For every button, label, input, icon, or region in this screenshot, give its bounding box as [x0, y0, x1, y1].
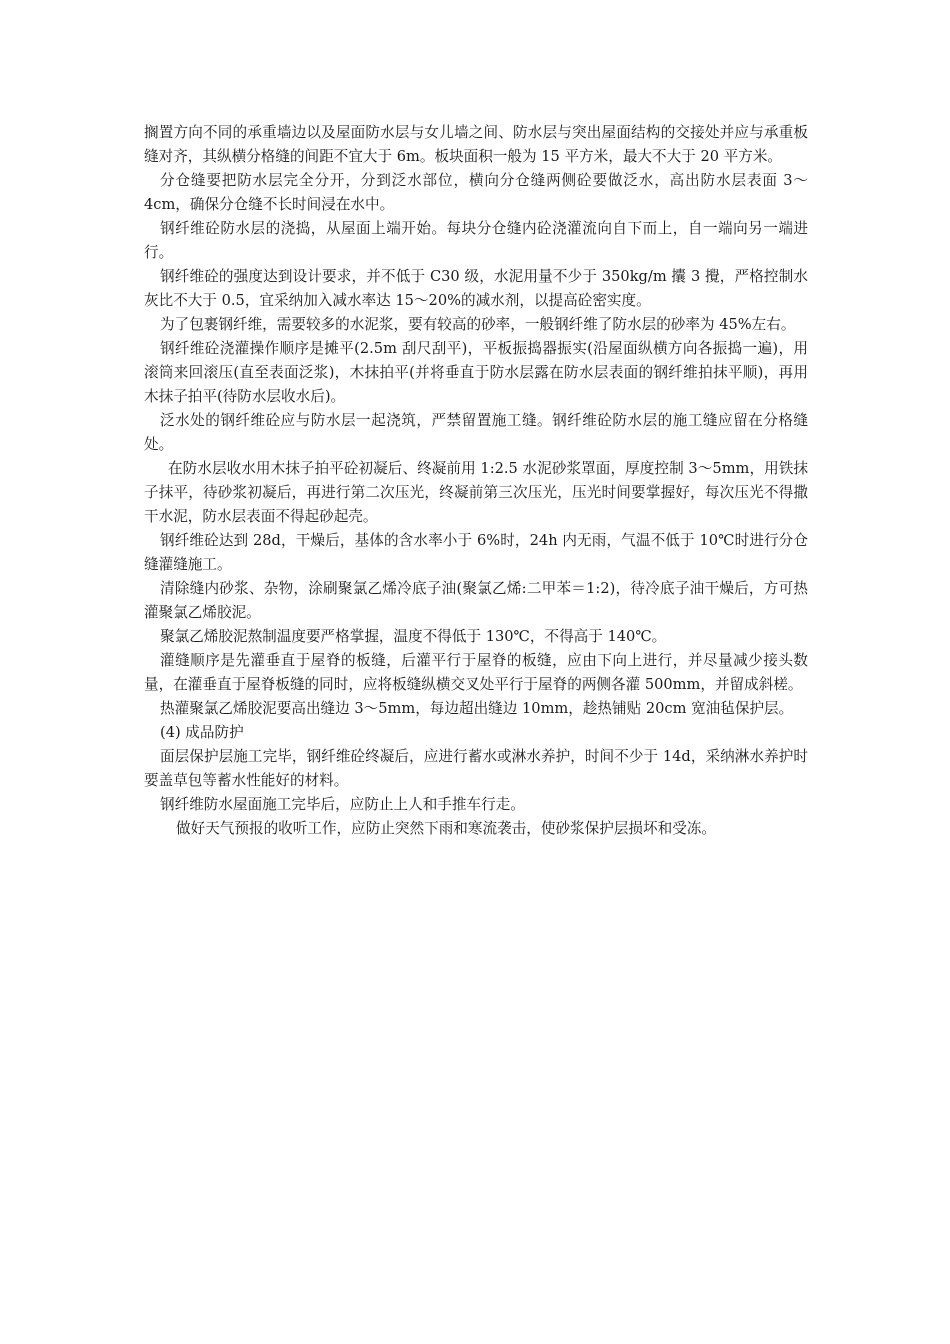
paragraph-mortar-surface: 在防水层收水用木抹子拍平砼初凝后、终凝前用 1:2.5 水泥砂浆罩面，厚度控制 3～5mm，用铁抹子抹平，待砂浆初凝后，再进行第二次压光，终凝前第三次压光，压光时间要掌握好，每次压光不得撒干水泥，防水层表面不得起砂起壳。 [144, 460, 808, 525]
paragraph-flashing-pour: 泛水处的钢纤维砼应与防水层一起浇筑，严禁留置施工缝。钢纤维砼防水层的施工缝应留在分格缝处。 [144, 412, 808, 453]
paragraph-partition-joint-spacing: 搁置方向不同的承重墙边以及屋面防水层与女儿墙之间、防水层与突出屋面结构的交接处并应与承重板缝对齐，其纵横分格缝的间距不宜大于 6m。板块面积一般为 15 平方米，最大不大于 20 平方米。 [144, 124, 808, 165]
paragraph-concrete-strength: 钢纤维砼的强度达到设计要求，并不低于 C30 级，水泥用量不少于 350kg/m 攮 3 攪，严格控制水灰比不大于 0.5，宜采纳加入减水率达 15～20%的减水剂，以提高砼密实度。 [144, 268, 808, 309]
paragraph-weather-forecast: 做好天气预报的收听工作，应防止突然下雨和寒流袭击，使砂浆保护层损坏和受冻。 [176, 820, 716, 837]
paragraph-pouring-sequence: 钢纤维砼浇灌操作顺序是摊平(2.5m 刮尺刮平)，平板振捣器振实(沿屋面纵横方向各振捣一遍)，用滚筒来回滚压(直至表面泛浆)，木抹拍平(并将垂直于防水层露在防水层表面的钢纤维拍抹平顺)，再用木抹子拍平(待防水层收水后)。 [144, 340, 808, 405]
paragraph-sand-ratio: 为了包裹钢纤维，需要较多的水泥浆，要有较高的砂率，一般钢纤维了防水层的砂率为 45%左右。 [160, 316, 796, 333]
paragraph-partition-joint-separation: 分仓缝要把防水层完全分开，分到泛水部位，横向分仓缝两侧砼要做泛水，高出防水层表面 3～4cm，确保分仓缝不长时间浸在水中。 [144, 172, 808, 213]
paragraph-hot-fill-height: 热灌聚氯乙烯胶泥要高出缝边 3～5mm，每边超出缝边 10mm，趁热铺贴 20cm 宽油毡保护层。 [160, 700, 794, 717]
paragraph-heating-temperature: 聚氯乙烯胶泥熬制温度要严格掌握，温度不得低于 130℃，不得高于 140℃。 [160, 628, 667, 645]
paragraph-filling-order: 灌缝顺序是先灌垂直于屋脊的板缝，后灌平行于屋脊的板缝，应由下向上进行，并尽量减少接头数量，在灌垂直于屋脊板缝的同时，应将板缝纵横交叉处平行于屋脊的两侧各灌 500mm，并留成斜槎。 [144, 652, 808, 693]
paragraph-joint-filling-conditions: 钢纤维砼达到 28d，干燥后，基体的含水率小于 6%时，24h 内无雨，气温不低于 10℃时进行分仓缝灌缝施工。 [144, 532, 808, 573]
paragraph-no-traffic: 钢纤维防水屋面施工完毕后，应防止上人和手推车行走。 [160, 796, 525, 813]
paragraph-joint-cleaning: 清除缝内砂浆、杂物，涂刷聚氯乙烯冷底子油(聚氯乙烯:二甲苯＝1:2)，待冷底子油干燥后，方可热灌聚氯乙烯胶泥。 [144, 580, 808, 621]
paragraph-curing: 面层保护层施工完毕，钢纤维砼终凝后，应进行蓄水或淋水养护，时间不少于 14d，采纳淋水养护时要盖草包等蓄水性能好的材料。 [144, 748, 808, 789]
paragraph-pouring-start: 钢纤维砼防水层的浇捣，从屋面上端开始。每块分仓缝内砼浇灌流向自下而上，自一端向另一端进行。 [144, 220, 808, 261]
document-body [144, 121, 808, 841]
section-heading-product-protection: (4) 成品防护 [160, 724, 244, 741]
